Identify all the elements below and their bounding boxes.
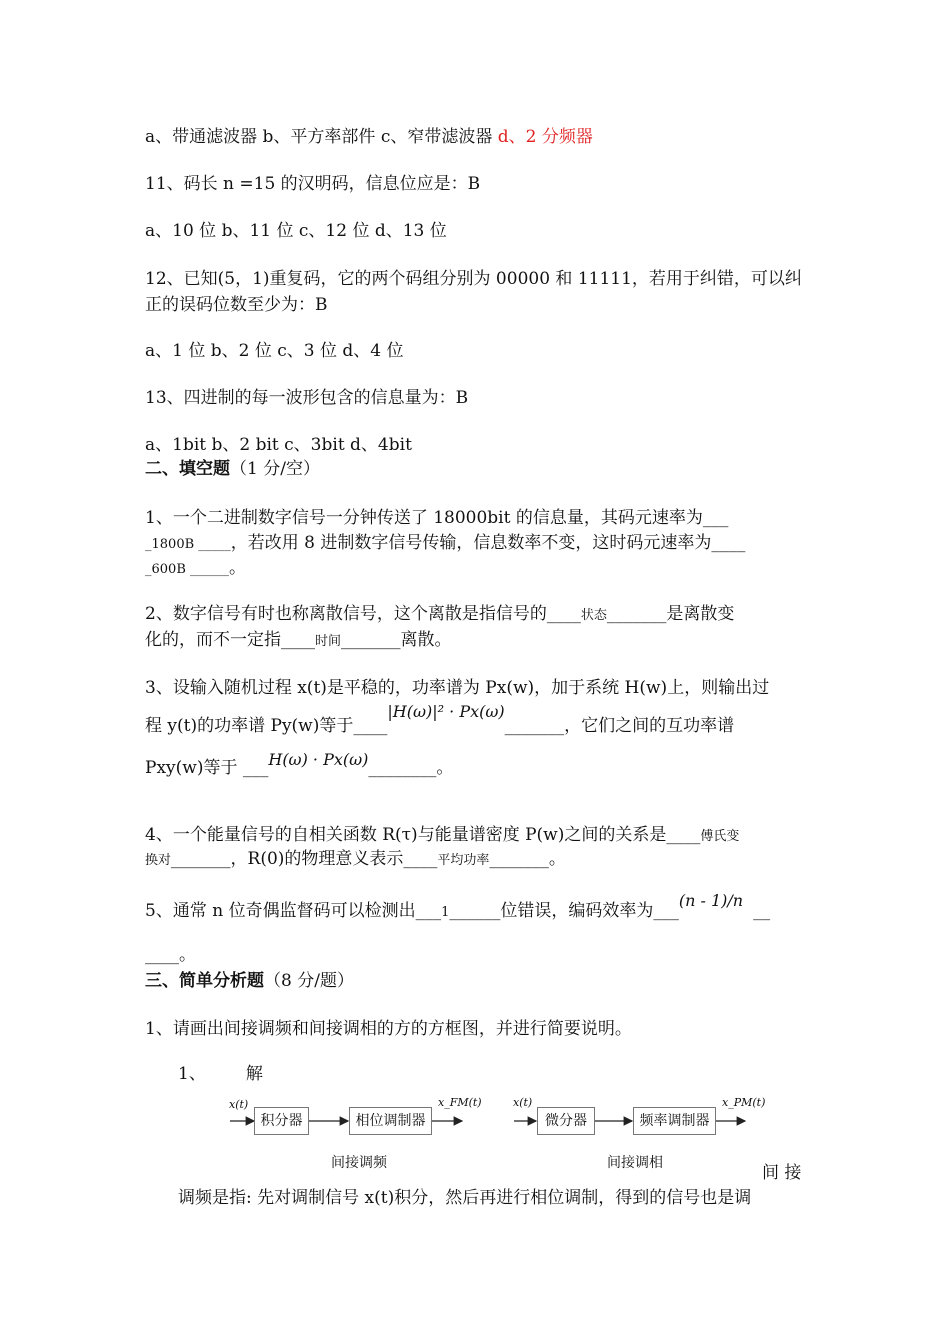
q12-question-line2: 正的误码位数至少为：B — [145, 295, 328, 315]
pm-output-label: x_PM(t) — [722, 1096, 766, 1109]
fill3-line3 — [145, 750, 454, 779]
fill4-line2-tail: _______。 — [489, 849, 566, 869]
fill4-line1-text: 4、一个能量信号的自相关函数 R(τ)与能量谱密度 P(w)之间的关系是____ — [145, 825, 701, 845]
fill1-line3-text: 。 — [229, 558, 246, 578]
pm-caption: 间接调相 — [607, 1155, 663, 1171]
pm-input-label: x(t) — [513, 1096, 533, 1109]
q3-1-answer-num: 1、 — [178, 1064, 206, 1084]
fill4-answer1a: 傅氏变 — [700, 829, 740, 844]
fill3-formula1: |H(ω)|² · Px(ω) — [387, 702, 505, 721]
section3-heading — [145, 970, 354, 992]
fill1-line1: 1、一个二进制数字信号一分钟传送了 18000bit 的信息量，其码元速率为___ — [145, 508, 729, 528]
fill5-line1-mid: ______位错误，编码效率为___ — [449, 901, 679, 921]
fill5-line1-tail: __ — [753, 901, 771, 921]
fill4-line2-text: _______，R(0)的物理意义表示____ — [171, 849, 438, 869]
q13-options: a、1bit b、2 bit c、3bit d、4bit — [145, 435, 412, 455]
section2-heading — [145, 458, 320, 480]
q3-1-answer — [178, 1063, 263, 1085]
q3-1-answer-label: 解 — [245, 1064, 263, 1084]
fill1-answer2: _600B ______ — [145, 562, 229, 577]
fill4-line2 — [145, 848, 566, 872]
fill4-answer1b: 换对 — [145, 853, 172, 868]
fill1-answer1: _1800B _____ — [145, 537, 231, 552]
q12-question-line1: 12、已知(5，1)重复码，它的两个码组分别为 00000 和 11111，若用于纠错，可以纠 — [145, 269, 802, 289]
q10-option-c: c、窄带滤波器 — [380, 127, 493, 147]
q11-options: a、10 位 b、11 位 c、12 位 d、13 位 — [145, 221, 447, 241]
fill5-line2: ____。 — [145, 945, 196, 965]
fill2-line2 — [145, 629, 452, 653]
fill3-line2-text: 程 y(t)的功率谱 Py(w)等于____ — [145, 716, 388, 736]
fill2-line1 — [145, 603, 734, 627]
fill5-line1-text: 5、通常 n 位奇偶监督码可以检测出___ — [145, 901, 442, 921]
fill5-answer1: 1 — [441, 905, 450, 920]
q10-option-b: b、平方率部件 — [262, 127, 376, 147]
q10-option-a: a、带通滤波器 — [145, 127, 258, 147]
explanation-right-text: 间 接 — [762, 1163, 802, 1183]
fill1-line2-text: ，若改用 8 进制数字信号传输，信息数率不变，这时码元速率为____ — [230, 533, 746, 553]
fill1-line2 — [145, 532, 745, 556]
fill3-line3-tail: ________。 — [368, 758, 454, 778]
fill5-line1 — [145, 891, 771, 924]
q11-question: 11、码长 n =15 的汉明码，信息位应是：B — [145, 174, 481, 194]
fill3-line3-text: Pxy(w)等于 ___ — [145, 758, 269, 778]
fill4-answer2: 平均功率 — [437, 853, 490, 868]
q10-option-d-answer: d、2 分频器 — [497, 127, 593, 147]
explanation-line: 调频是指: 先对调制信号 x(t)积分，然后再进行相位调制，得到的信号也是调 — [178, 1188, 752, 1208]
fill1-line3 — [145, 557, 246, 581]
fill5-formula: (n - 1)/n — [678, 891, 744, 910]
pm-block-differentiator: 微分器 — [537, 1107, 595, 1135]
section3-title: 三、简单分析题 — [145, 971, 264, 991]
q3-1-question: 1、请画出间接调频和间接调相的方的方框图，并进行简要说明。 — [145, 1019, 632, 1039]
pm-block-frequency-modulator: 频率调制器 — [633, 1107, 716, 1135]
fill3-formula2: H(ω) · Px(ω) — [268, 750, 369, 769]
fill3-line2-tail: _______，它们之间的互功率谱 — [504, 716, 735, 736]
fm-input-label: x(t) — [229, 1098, 249, 1111]
fm-block-phase-modulator: 相位调制器 — [349, 1107, 432, 1135]
fill2-line2-text: 化的，而不一定指____ — [145, 630, 315, 650]
fill2-line2-tail: _______离散。 — [341, 630, 452, 650]
fill2-line1-tail: _______是离散变 — [606, 604, 735, 624]
fm-block-integrator: 积分器 — [254, 1107, 309, 1135]
q13-question: 13、四进制的每一波形包含的信息量为：B — [145, 388, 469, 408]
section2-title: 二、填空题 — [145, 459, 230, 479]
fill2-answer1: 状态 — [580, 608, 607, 623]
fill4-line1 — [145, 824, 739, 848]
fm-caption: 间接调频 — [331, 1155, 387, 1171]
fill2-line1-text: 2、数字信号有时也称离散信号，这个离散是指信号的____ — [145, 604, 581, 624]
q10-options — [145, 126, 593, 148]
fill2-answer2: 时间 — [315, 634, 342, 649]
section2-score: （1 分/空） — [230, 459, 320, 479]
section3-score: （8 分/题） — [264, 971, 354, 991]
fill3-line1: 3、设输入随机过程 x(t)是平稳的，功率谱为 Px(w)，加于系统 H(w)上，则输出过 — [145, 678, 770, 698]
fm-output-label: x_FM(t) — [438, 1096, 482, 1109]
q12-options: a、1 位 b、2 位 c、3 位 d、4 位 — [145, 341, 404, 361]
fill3-line2 — [145, 702, 735, 737]
